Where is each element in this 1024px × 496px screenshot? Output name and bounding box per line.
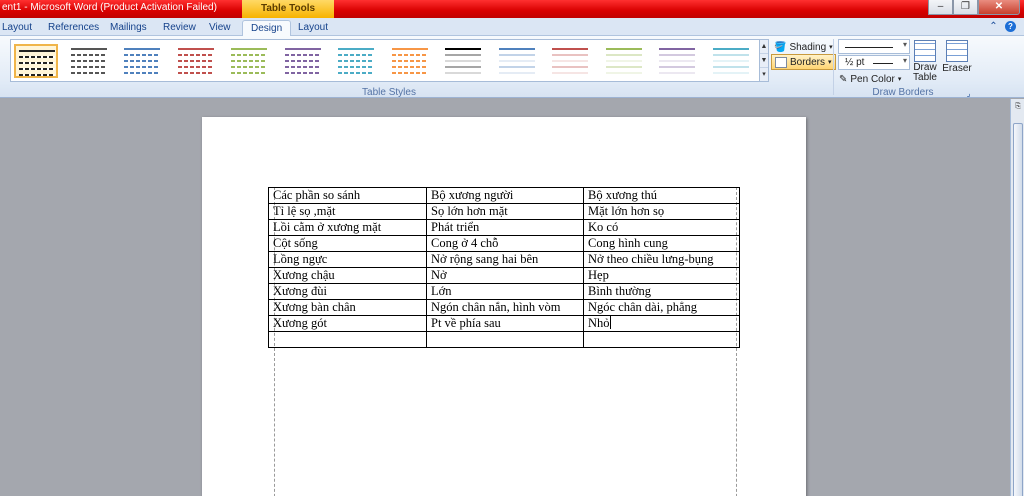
tab-references[interactable]: References (48, 22, 100, 33)
thumbnail-line (178, 72, 214, 74)
table-cell[interactable] (584, 284, 740, 300)
table-cell[interactable] (427, 236, 584, 252)
thumbnail-line (606, 54, 642, 56)
table-style-thumbnail[interactable] (549, 44, 593, 78)
thumbnail-line (659, 48, 695, 50)
chevron-down-icon: ▾ (902, 56, 907, 65)
tab-table-layout[interactable]: Layout (298, 22, 329, 33)
close-button[interactable]: ✕ (978, 0, 1020, 15)
cell-text: Nhỏ (588, 316, 610, 330)
table-row (269, 332, 740, 348)
thumbnail-line (178, 48, 214, 50)
thumbnail-line (659, 54, 695, 56)
thumbnail-line (338, 72, 374, 74)
thumbnail-line (231, 60, 267, 62)
table-styles-group-label: Table Styles (362, 87, 416, 98)
thumbnail-line (392, 60, 428, 62)
table-style-thumbnail[interactable] (389, 44, 433, 78)
thumbnail-line (713, 54, 749, 56)
pen-style-dropdown[interactable] (838, 39, 910, 54)
eraser-button[interactable] (940, 40, 974, 74)
table-row (269, 300, 740, 316)
thumbnail-line (606, 72, 642, 74)
cell-text: Lồi cằm ở xương mặt (273, 220, 382, 234)
table-cell[interactable] (584, 188, 740, 204)
thumbnail-line (19, 74, 55, 76)
chevron-down-icon: ▾ (829, 44, 833, 51)
group-separator (833, 39, 834, 95)
thumbnail-line (124, 48, 160, 50)
ribbon (0, 36, 1024, 98)
table-cell[interactable] (584, 252, 740, 268)
tab-design[interactable]: Design (242, 20, 291, 36)
text-cursor (610, 316, 611, 329)
table-cell[interactable] (269, 284, 427, 300)
thumbnail-line (713, 72, 749, 74)
cell-text: Sọ lớn hơn mặt (431, 204, 508, 218)
table-cell[interactable] (584, 300, 740, 316)
thumbnail-line (178, 60, 214, 62)
table-cell[interactable] (427, 332, 584, 348)
thumbnail-line (338, 60, 374, 62)
thumbnail-line (499, 48, 535, 50)
borders-grid-icon (775, 57, 787, 68)
thumbnail-line (71, 60, 107, 62)
thumbnail-line (499, 60, 535, 62)
table-style-thumbnail[interactable] (496, 44, 540, 78)
cell-text: Lớn (431, 284, 452, 298)
help-icon[interactable]: ? (1005, 21, 1016, 32)
dialog-launcher-icon[interactable]: ⌟ (966, 89, 971, 98)
thumbnail-line (338, 48, 374, 50)
gallery-down-icon[interactable]: ▼ (760, 54, 768, 68)
table-cell[interactable] (269, 204, 427, 220)
gallery-scroll (759, 39, 769, 82)
thumbnail-line (552, 60, 588, 62)
cell-text: Xương bàn chân (273, 300, 356, 314)
thumbnail-line (338, 66, 374, 68)
cell-text: Ko có (588, 220, 619, 234)
pen-color-label: Pen Color (850, 73, 895, 85)
table-cell[interactable] (584, 268, 740, 284)
title-bar (0, 0, 1024, 18)
chevron-down-icon: ▾ (897, 76, 902, 83)
borders-label: Borders (790, 56, 826, 68)
shading-button[interactable] (774, 39, 833, 55)
thumbnail-line (285, 72, 321, 74)
restore-button[interactable]: ❐ (953, 0, 978, 15)
cell-text: Pt về phía sau (431, 316, 501, 330)
table-cell[interactable] (269, 252, 427, 268)
cell-text: Cột sống (273, 236, 318, 250)
table-cell[interactable] (427, 316, 584, 332)
table-cell[interactable] (427, 252, 584, 268)
pen-color-button[interactable] (839, 71, 901, 87)
table-cell[interactable] (269, 220, 427, 236)
table-cell[interactable] (427, 220, 584, 236)
table-cell[interactable] (427, 268, 584, 284)
ribbon-right-icons (988, 21, 1016, 32)
thumbnail-line (713, 48, 749, 50)
thumbnail-line (713, 66, 749, 68)
table-row (269, 252, 740, 268)
table-row (269, 284, 740, 300)
tab-mailings[interactable]: Mailings (110, 22, 147, 33)
table-style-thumbnail[interactable] (335, 44, 379, 78)
table-cell[interactable] (584, 332, 740, 348)
cell-text: Nở theo chiều lưng-bụng (588, 252, 714, 266)
thumbnail-line (19, 68, 55, 70)
eraser-label: Eraser (942, 63, 972, 74)
table-row (269, 204, 740, 220)
table-style-thumbnail[interactable] (14, 44, 58, 78)
cell-text: Các phần so sánh (273, 188, 361, 202)
cell-text: Mặt lớn hơn sọ (588, 204, 665, 218)
thumbnail-line (713, 60, 749, 62)
cell-text: Cong hình cung (588, 236, 668, 250)
thumbnail-line (499, 66, 535, 68)
thumbnail-line (445, 54, 481, 56)
table-cell[interactable] (584, 220, 740, 236)
thumbnail-line (71, 72, 107, 74)
thumbnail-line (124, 54, 160, 56)
thumbnail-line (606, 60, 642, 62)
thumbnail-line (178, 54, 214, 56)
thumbnail-line (606, 66, 642, 68)
table-style-thumbnail[interactable] (656, 44, 700, 78)
thumbnail-line (499, 72, 535, 74)
thumbnail-line (19, 56, 55, 58)
table-cell[interactable] (269, 332, 427, 348)
vertical-scrollbar[interactable] (1010, 99, 1024, 496)
thumbnail-line (124, 66, 160, 68)
table-cell[interactable] (269, 300, 427, 316)
thumbnail-line (285, 48, 321, 50)
pen-weight-value: ½ pt (845, 57, 865, 68)
thumbnail-line (659, 60, 695, 62)
thumbnail-line (659, 66, 695, 68)
document-page[interactable] (202, 117, 806, 496)
paint-bucket-icon: 🪣 (774, 41, 787, 53)
thumbnail-line (19, 62, 55, 64)
table-row (269, 188, 740, 204)
draw-borders-group-label: Draw Borders (872, 87, 934, 98)
thumbnail-line (659, 72, 695, 74)
draw-table-icon (914, 40, 936, 62)
cell-text: Phát triển (431, 220, 480, 234)
thumbnail-line (338, 54, 374, 56)
table-style-thumbnail[interactable] (228, 44, 272, 78)
thumbnail-line (445, 60, 481, 62)
thumbnail-line (392, 48, 428, 50)
cell-text: Lồng ngực (273, 252, 328, 266)
table-cell[interactable] (584, 236, 740, 252)
table-style-thumbnail[interactable] (68, 44, 112, 78)
minimize-button[interactable]: ‒ (928, 0, 953, 15)
table-styles-gallery (10, 39, 768, 82)
shading-label: Shading (789, 41, 827, 53)
expand-ribbon-icon[interactable]: ⌃ (989, 21, 998, 32)
thumbnail-line (178, 66, 214, 68)
eraser-icon (946, 40, 968, 62)
cell-text: Ngón chân nắn, hình vòm (431, 300, 561, 314)
thumbnail-line (124, 72, 160, 74)
thumbnail-line (71, 66, 107, 68)
table-style-thumbnail[interactable] (603, 44, 647, 78)
cell-text: Cong ở 4 chỗ (431, 236, 499, 250)
draw-table-label: Draw Table (913, 62, 937, 83)
cell-text: Nở rộng sang hai bên (431, 252, 539, 266)
window-title: ent1 - Microsoft Word (Product Activation Failed) (2, 2, 217, 13)
thumbnail-line (499, 54, 535, 56)
cell-text: Bộ xương thú (588, 188, 657, 202)
ruler-toggle-icon[interactable]: ⎘ (1015, 103, 1021, 110)
thumbnail-line (445, 72, 481, 74)
thumbnail-line (552, 48, 588, 50)
thumbnail-line (285, 54, 321, 56)
table-style-thumbnail[interactable] (121, 44, 165, 78)
thumbnail-line (231, 48, 267, 50)
table-cell[interactable] (269, 188, 427, 204)
table-cell[interactable] (269, 316, 427, 332)
thumbnail-line (19, 50, 55, 52)
thumbnail-line (71, 54, 107, 56)
table-cell[interactable] (269, 268, 427, 284)
draw-table-button[interactable] (908, 40, 942, 83)
cell-text: Hẹp (588, 268, 609, 282)
table-cell[interactable] (427, 300, 584, 316)
tab-review[interactable]: Review (163, 22, 196, 33)
thumbnail-line (285, 66, 321, 68)
table-cell[interactable] (427, 204, 584, 220)
cell-text: Tỉ lệ sọ ,mặt (273, 204, 336, 218)
thumbnail-line (606, 48, 642, 50)
thumbnail-line (552, 72, 588, 74)
cell-text: Bộ xương người (431, 188, 514, 202)
thumbnail-line (445, 48, 481, 50)
document-table[interactable] (268, 187, 740, 348)
tab-page-layout[interactable]: Layout (2, 22, 33, 33)
table-tools-context-label: Table Tools (242, 0, 334, 18)
chevron-down-icon: ▾ (828, 59, 832, 66)
cell-text: Xương đùi (273, 284, 328, 298)
table-row (269, 236, 740, 252)
thumbnail-line (445, 66, 481, 68)
gallery-up-icon[interactable]: ▲ (760, 40, 768, 54)
table-cell[interactable] (427, 284, 584, 300)
table-cell[interactable] (269, 236, 427, 252)
table-row (269, 316, 740, 332)
cell-text: Nở (431, 268, 447, 282)
gallery-more-icon[interactable]: ▾ (762, 71, 766, 78)
pen-weight-dropdown[interactable] (838, 55, 910, 70)
thumbnail-line (231, 54, 267, 56)
thumbnail-line (71, 48, 107, 50)
table-cell[interactable] (427, 188, 584, 204)
table-row (269, 268, 740, 284)
thumbnail-line (392, 54, 428, 56)
cell-text: Bình thường (588, 284, 652, 298)
table-row (269, 220, 740, 236)
thumbnail-line (552, 54, 588, 56)
table-cell[interactable] (584, 316, 740, 332)
thumbnail-line (392, 66, 428, 68)
table-style-thumbnail[interactable] (175, 44, 219, 78)
table-style-thumbnail[interactable] (710, 44, 754, 78)
table-cell[interactable] (584, 204, 740, 220)
pen-icon: ✎ (839, 73, 848, 85)
scrollbar-thumb[interactable] (1013, 123, 1023, 496)
cell-text: Ngóc chân dài, phẳng (588, 300, 697, 314)
thumbnail-line (285, 60, 321, 62)
table-style-thumbnail[interactable] (442, 44, 486, 78)
cell-text: Xương gót (273, 316, 328, 330)
thumbnail-line (392, 72, 428, 74)
tab-view[interactable]: View (209, 22, 231, 33)
thumbnail-line (124, 60, 160, 62)
table-style-thumbnail[interactable] (282, 44, 326, 78)
thumbnail-line (231, 72, 267, 74)
chevron-down-icon: ▾ (902, 40, 907, 49)
thumbnail-line (552, 66, 588, 68)
cell-text: Xương chậu (273, 268, 335, 282)
thumbnail-line (231, 66, 267, 68)
ribbon-tab-row (0, 18, 1024, 36)
borders-button[interactable] (771, 54, 836, 70)
window-controls (928, 0, 1020, 16)
